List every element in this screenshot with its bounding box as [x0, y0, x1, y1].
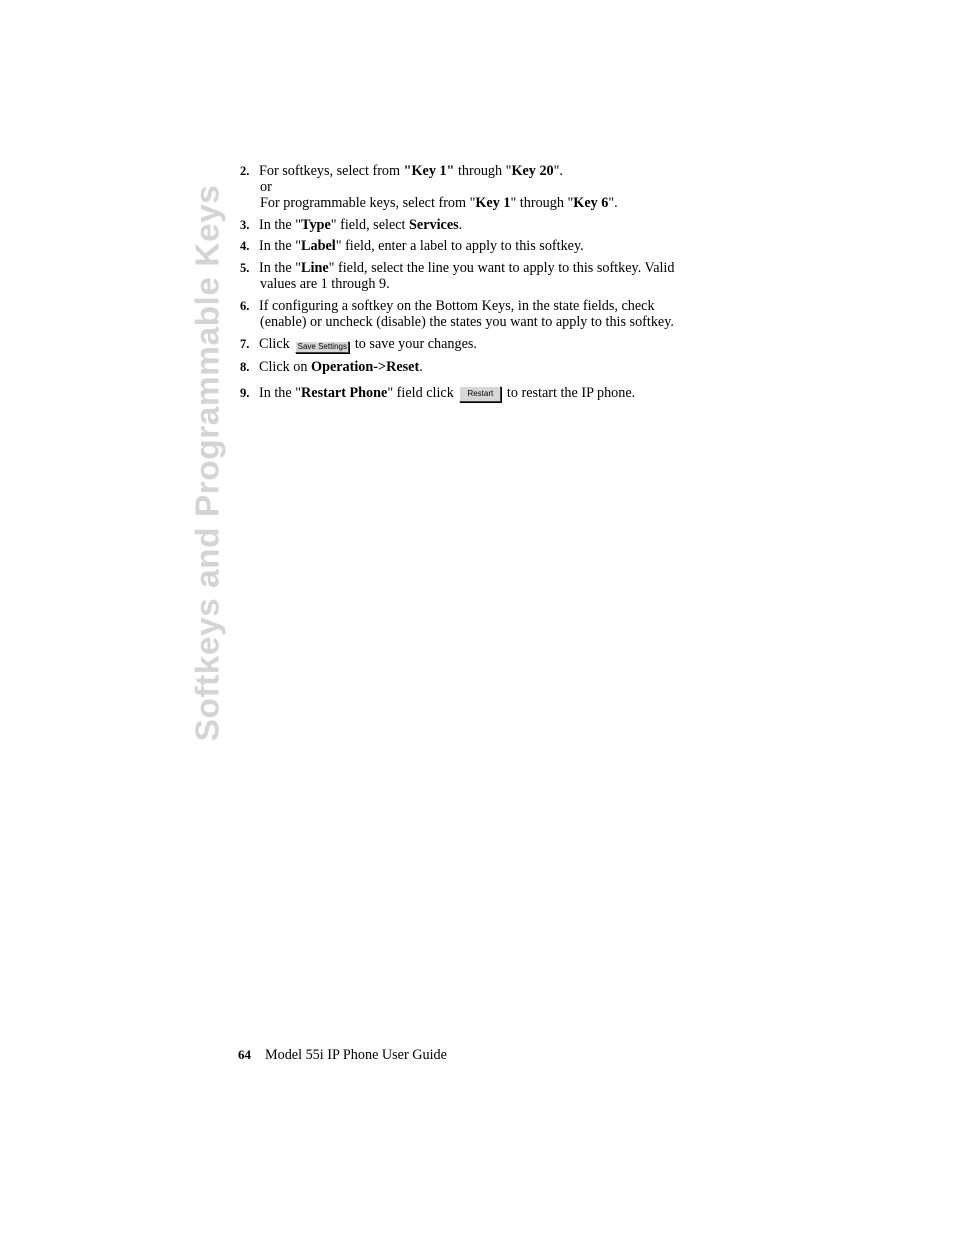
- step-number: 2.: [240, 164, 250, 178]
- step-2: [240, 163, 740, 211]
- step-text: In the "Type" field, select Services.: [259, 217, 463, 233]
- restart-button[interactable]: Restart: [459, 386, 501, 402]
- instruction-steps: [240, 163, 740, 402]
- step-text: If configuring a softkey on the Bottom Keys, in the state fields, check: [259, 298, 655, 314]
- side-tab-heading: [183, 168, 233, 758]
- step-number: 9.: [240, 386, 250, 400]
- step-7: [240, 336, 740, 352]
- step-text: In the "Restart Phone" field click Restart to restart the IP phone.: [259, 385, 636, 401]
- step-text: Click Save Settings to save your changes.: [259, 336, 477, 352]
- guide-title: Model 55i IP Phone User Guide: [265, 1047, 447, 1063]
- step-6: [240, 298, 740, 330]
- step-number: 3.: [240, 218, 250, 232]
- step-text: In the "Line" field, select the line you want to apply to this softkey. Valid: [259, 260, 675, 276]
- step-5: [240, 260, 740, 292]
- step-or: or: [260, 179, 272, 195]
- step-number: 8.: [240, 360, 250, 374]
- step-text-alt: For programmable keys, select from "Key 1" through "Key 6".: [260, 195, 618, 211]
- step-text: For softkeys, select from "Key 1" through "Key 20".: [259, 163, 563, 179]
- page-number: 64: [238, 1047, 251, 1062]
- step-3: [240, 217, 740, 233]
- step-text: In the "Label" field, enter a label to apply to this softkey.: [259, 238, 584, 254]
- step-text: Click on Operation->Reset.: [259, 359, 423, 375]
- page-footer: [238, 1046, 447, 1064]
- step-4: [240, 238, 740, 254]
- step-number: 5.: [240, 261, 250, 275]
- save-settings-button[interactable]: Save Settings: [295, 341, 349, 353]
- step-text-continued: values are 1 through 9.: [260, 276, 390, 292]
- step-9: [240, 385, 740, 402]
- step-text-continued: (enable) or uncheck (disable) the states you want to apply to this softkey.: [260, 314, 674, 330]
- step-8: [240, 359, 740, 375]
- step-number: 6.: [240, 299, 250, 313]
- side-tab-text: Softkeys and Programmable Keys: [189, 184, 227, 742]
- step-number: 4.: [240, 239, 250, 253]
- step-number: 7.: [240, 337, 250, 351]
